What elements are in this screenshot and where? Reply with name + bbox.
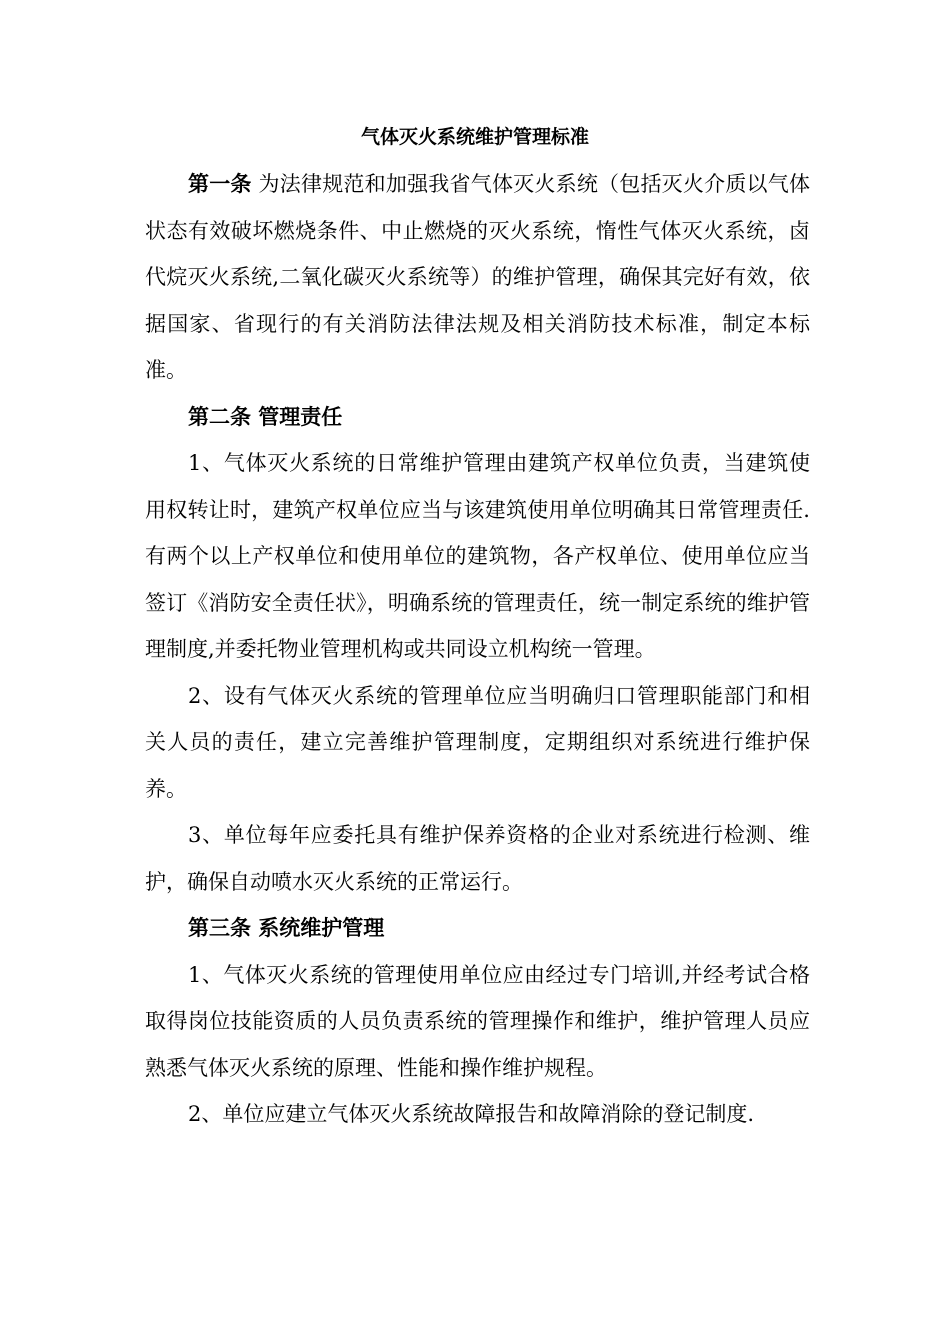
article-2-item-3: 3、单位每年应委托具有维护保养资格的企业对系统进行检测、维护，确保自动喷水灭火系统的正常运行。 bbox=[145, 823, 810, 894]
article-2-item-2: 2、设有气体灭火系统的管理单位应当明确归口管理职能部门和相关人员的责任，建立完善维护管理制度，定期组织对系统进行维护保养。 bbox=[145, 683, 810, 801]
article-2-heading: 第二条 管理责任 bbox=[188, 404, 343, 429]
article-3-item-1: 1、气体灭火系统的管理使用单位应由经过专门培训,并经考试合格取得岗位技能资质的人员负责系统的管理操作和维护，维护管理人员应熟悉气体灭火系统的原理、性能和操作维护规程。 bbox=[145, 962, 810, 1080]
document-body bbox=[145, 161, 810, 1138]
article-1-label: 第一条 bbox=[188, 172, 252, 196]
document-title: 气体灭火系统维护管理标准 bbox=[360, 126, 589, 148]
article-2-item-1: 1、气体灭火系统的日常维护管理由建筑产权单位负责，当建筑使用权转让时，建筑产权单位应当与该建筑使用单位明确其日常管理责任.有两个以上产权单位和使用单位的建筑物，各产权单位、使用单位应当签订《消防安全责任状》，明确系统的管理责任，统一制定系统的维护管理制度,并委托物业管理机构或共同设立机构统一管理。 bbox=[145, 451, 810, 661]
article-1-text: 为法律规范和加强我省气体灭火系统（包括灭火介质以气体状态有效破坏燃烧条件、中止燃烧的灭火系统，惰性气体灭火系统，卤代烷灭火系统,二氧化碳灭火系统等）的维护管理，确保其完好有效，依据国家、省现行的有关消防法律法规及相关消防技术标准，制定本标准。 bbox=[145, 172, 810, 382]
article-1-paragraph bbox=[145, 161, 810, 394]
article-3-heading: 第三条 系统维护管理 bbox=[188, 916, 385, 940]
article-3-item-2: 2、单位应建立气体灭火系统故障报告和故障消除的登记制度. bbox=[188, 1102, 755, 1126]
